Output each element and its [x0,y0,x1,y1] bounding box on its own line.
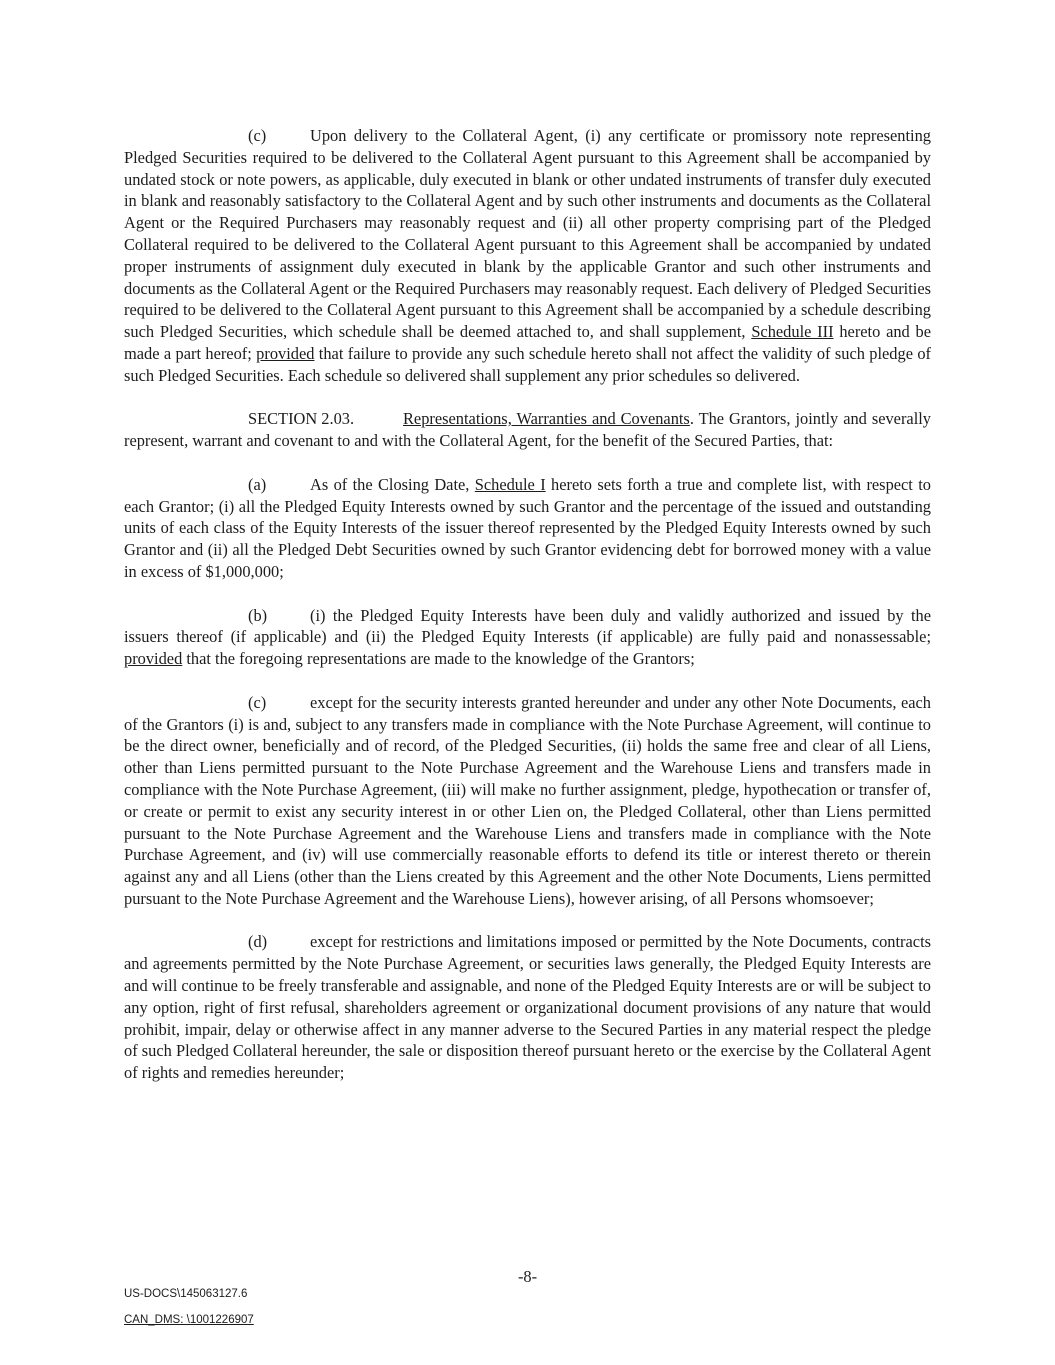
paragraph-label: (d) [248,932,268,952]
paragraph-text: hereto sets forth a true and complete list, with respect to each Grantor; (i) all the Pledged Equity Interests owned by such Grantor and the percentage of the issued and outstanding units of each class of the Equity Interests of the issuer thereof represented by the Pledged Equity Interests owned by such Grantor and (ii) all the Pledged Debt Securities owned by such Grantor evidencing debt for borrowed money with a value in excess of $1,000,000; [124,474,931,581]
dms-reference: CAN_DMS: \1001226907 [124,1314,254,1326]
paragraph-text: that failure to provide any such schedule hereto shall not affect the validity of such pledge of such Pledged Securities. Each schedule so delivered shall supplement any prior schedules so delivered. [124,343,932,385]
section-number: SECTION 2.03. [248,409,355,429]
page-number: -8- [517,1267,538,1286]
paragraph-label: (c) [248,126,267,145]
section-2-03 [124,408,931,452]
schedule-iii-reference: Schedule III [751,322,834,342]
paragraph-c-security-interests [124,692,931,910]
paragraph-a [124,474,931,583]
paragraph-text: hereto and be made a part hereof; [124,322,932,363]
paragraph-text: Upon delivery to the Collateral Agent, (i) any certificate or promissory note representing Pledged Securities required to be delivered to the Collateral Agent pursuant to this Agreement shall be accompanied by undated stock or note powers, as applicable, duly executed in blank or other undated instruments of transfer duly executed in blank and reasonably satisfactory to the Collateral Agent and by such other instruments and documents as the Collateral Agent or the Required Purchasers may reasonably request and (ii) all other property comprising part of the Pledged Collateral required to be delivered to the Collateral Agent pursuant to this Agreement shall be accompanied by undated proper instruments of assignment duly executed in blank by the applicable Grantor and such other instruments and documents as the Collateral Agent or the Required Purchasers may reasonably request. Each delivery of Pledged Securities required to be delivered to the Collateral Agent pursuant to this Agreement shall be accompanied by a schedule describing such Pledged Securities, which schedule shall be deemed attached to, and shall supplement, [124,126,931,342]
paragraph-text: (i) the Pledged Equity Interests have been duly and validly authorized and issued by the issuers thereof (if applicable) and (ii) the Pledged Equity Interests (if applicable) are fully paid and nonassessable; [124,605,931,647]
section-text: . The Grantors, jointly and severally represent, warrant and covenant to and with the Collateral Agent, for the benefit of the Secured Parties, that: [124,409,931,451]
paragraph-label: (b) [248,605,268,625]
paragraph-text: that the foregoing representations are made to the knowledge of the Grantors; [182,649,695,669]
document-body [124,125,931,1106]
paragraph-text: except for restrictions and limitations imposed or permitted by the Note Documents, contracts and agreements permitted by the Note Purchase Agreement, or securities laws generally, the Pledged Equity Interests are and will continue to be freely transferable and assignable, and none of the Pledged Equity Interests are or will be subject to any option, right of first refusal, shareholders agreement or organizational document provisions of any nature that would prohibit, impair, delay or otherwise affect in any manner adverse to the Secured Parties in any material respect the pledge of such Pledged Collateral hereunder, the sale or disposition thereof pursuant hereto or the exercise by the Collateral Agent of rights and remedies hereunder; [124,932,931,1083]
paragraph-text: except for the security interests granted hereunder and under any other Note Documents, each of the Grantors (i) is and, subject to any transfers made in compliance with the Note Purchase Agreement, will continue to be the direct owner, beneficially and of record, of the Pledged Securities, (ii) holds the same free and clear of all Liens, other than Liens permitted pursuant to the Note Purchase Agreement and the Warehouse Liens and transfers made in compliance with the Note Purchase Agreement, (iii) will make no further assignment, pledge, hypothecation or transfer of, or create or permit to exist any security interest in or other Lien on, the Pledged Collateral, other than Liens permitted pursuant to the Note Purchase Agreement and the Warehouse Liens and transfers made in compliance with the Note Purchase Agreement, and (iv) will use commercially reasonable efforts to defend its title or interest thereto or therein against any and all Liens (other than the Liens created by this Agreement and the other Note Documents, Liens permitted pursuant to the Note Purchase Agreement and the Warehouse Liens), however arising, of all Persons whomsoever; [124,692,931,908]
document-reference: US-DOCS\145063127.6 [124,1288,248,1300]
paragraph-b [124,605,931,670]
section-heading: Representations, Warranties and Covenants [403,409,690,429]
paragraph-d [124,931,931,1084]
provided-term: provided [124,649,183,669]
paragraph-text: As of the Closing Date, [310,474,475,494]
provided-term: provided [256,343,315,363]
schedule-i-reference: Schedule I [474,474,546,494]
paragraph-c-delivery [124,125,931,387]
paragraph-label: (a) [248,474,267,494]
paragraph-label: (c) [248,692,267,712]
